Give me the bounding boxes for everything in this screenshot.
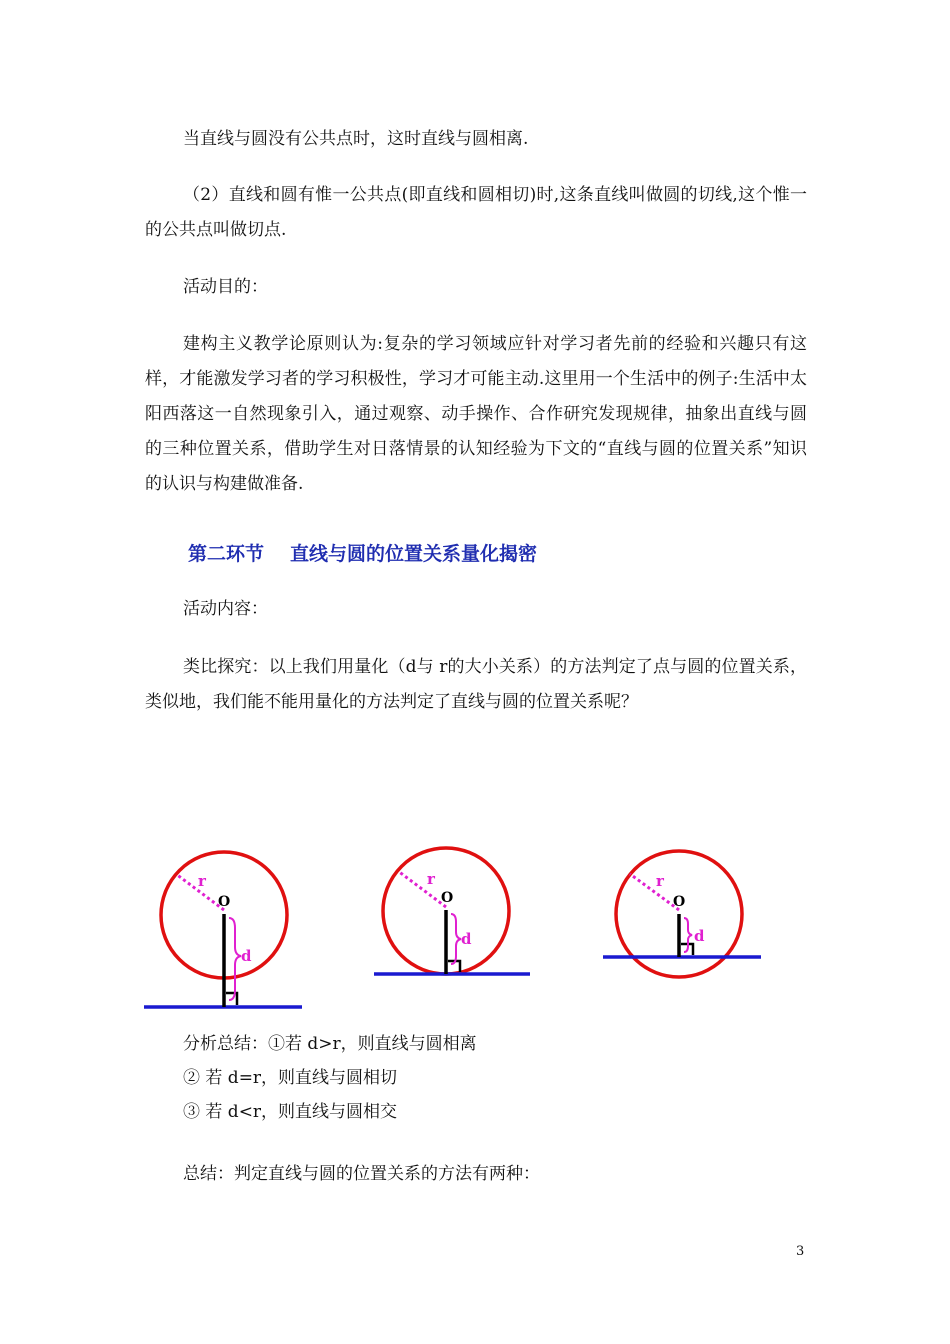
label-o-2: O: [441, 890, 454, 906]
brace-2: [451, 914, 461, 964]
label-r-3: r: [656, 872, 664, 890]
section-heading-part: 第二环节: [188, 543, 265, 565]
label-o-1: O: [218, 894, 231, 910]
figure-tangent: [374, 848, 530, 974]
paragraph-tangent-definition: （2）直线和圆有惟一公共点(即直线和圆相切)时,这条直线叫做圆的切线,这个惟一的公共点叫做切点.: [145, 185, 807, 240]
label-d-1: d: [241, 947, 252, 965]
paragraph-constructivism: 建构主义教学论原则认为:复杂的学习领域应针对学习者先前的经验和兴趣只有这样，才能激发学习者的学习积极性，学习才可能主动.这里用一个生活中的例子:生活中太阳西落这一自然现象引入，通过观察、动手操作、合作研究发现规律，抽象出直线与圆的三种位置关系，借助学生对日落情景的认知经验为下文的“直线与圆的位置关系”知识的认识与构建做准备.: [145, 334, 807, 494]
analysis-line-1: 分析总结：①若 d>r，则直线与圆相离: [183, 1034, 477, 1054]
analysis-line-2: ② 若 d=r，则直线与圆相切: [183, 1068, 398, 1088]
line-circle-figure: [0, 840, 950, 1020]
paragraph-separation-definition: 当直线与圆没有公共点时，这时直线与圆相离.: [183, 129, 529, 149]
analysis-line-3: ③ 若 d<r，则直线与圆相交: [183, 1102, 398, 1122]
summary-line: 总结：判定直线与圆的位置关系的方法有两种：: [183, 1164, 540, 1184]
radius-3: [630, 874, 679, 910]
label-r-1: r: [198, 872, 206, 890]
page-number: 3: [796, 1244, 805, 1259]
label-d-2: d: [461, 930, 472, 948]
paragraph-analogy-inquiry: 类比探究：以上我们用量化（d与 r的大小关系）的方法判定了点与圆的位置关系，类似地，我们能不能用量化的方法判定了直线与圆的位置关系呢？: [145, 657, 807, 712]
label-d-3: d: [694, 927, 705, 945]
section-heading: [188, 539, 537, 566]
section-heading-title: 直线与圆的位置关系量化揭密: [290, 543, 538, 565]
brace-3: [684, 918, 692, 952]
radius-2: [398, 871, 446, 907]
label-o-3: O: [673, 894, 686, 910]
figure-separate: [144, 852, 302, 1007]
paragraph-activity-content-label: 活动内容：: [183, 599, 268, 619]
label-r-2: r: [427, 870, 435, 888]
figure-intersect: [603, 851, 761, 977]
brace-1: [229, 918, 241, 1000]
paragraph-activity-purpose-label: 活动目的：: [183, 277, 268, 297]
